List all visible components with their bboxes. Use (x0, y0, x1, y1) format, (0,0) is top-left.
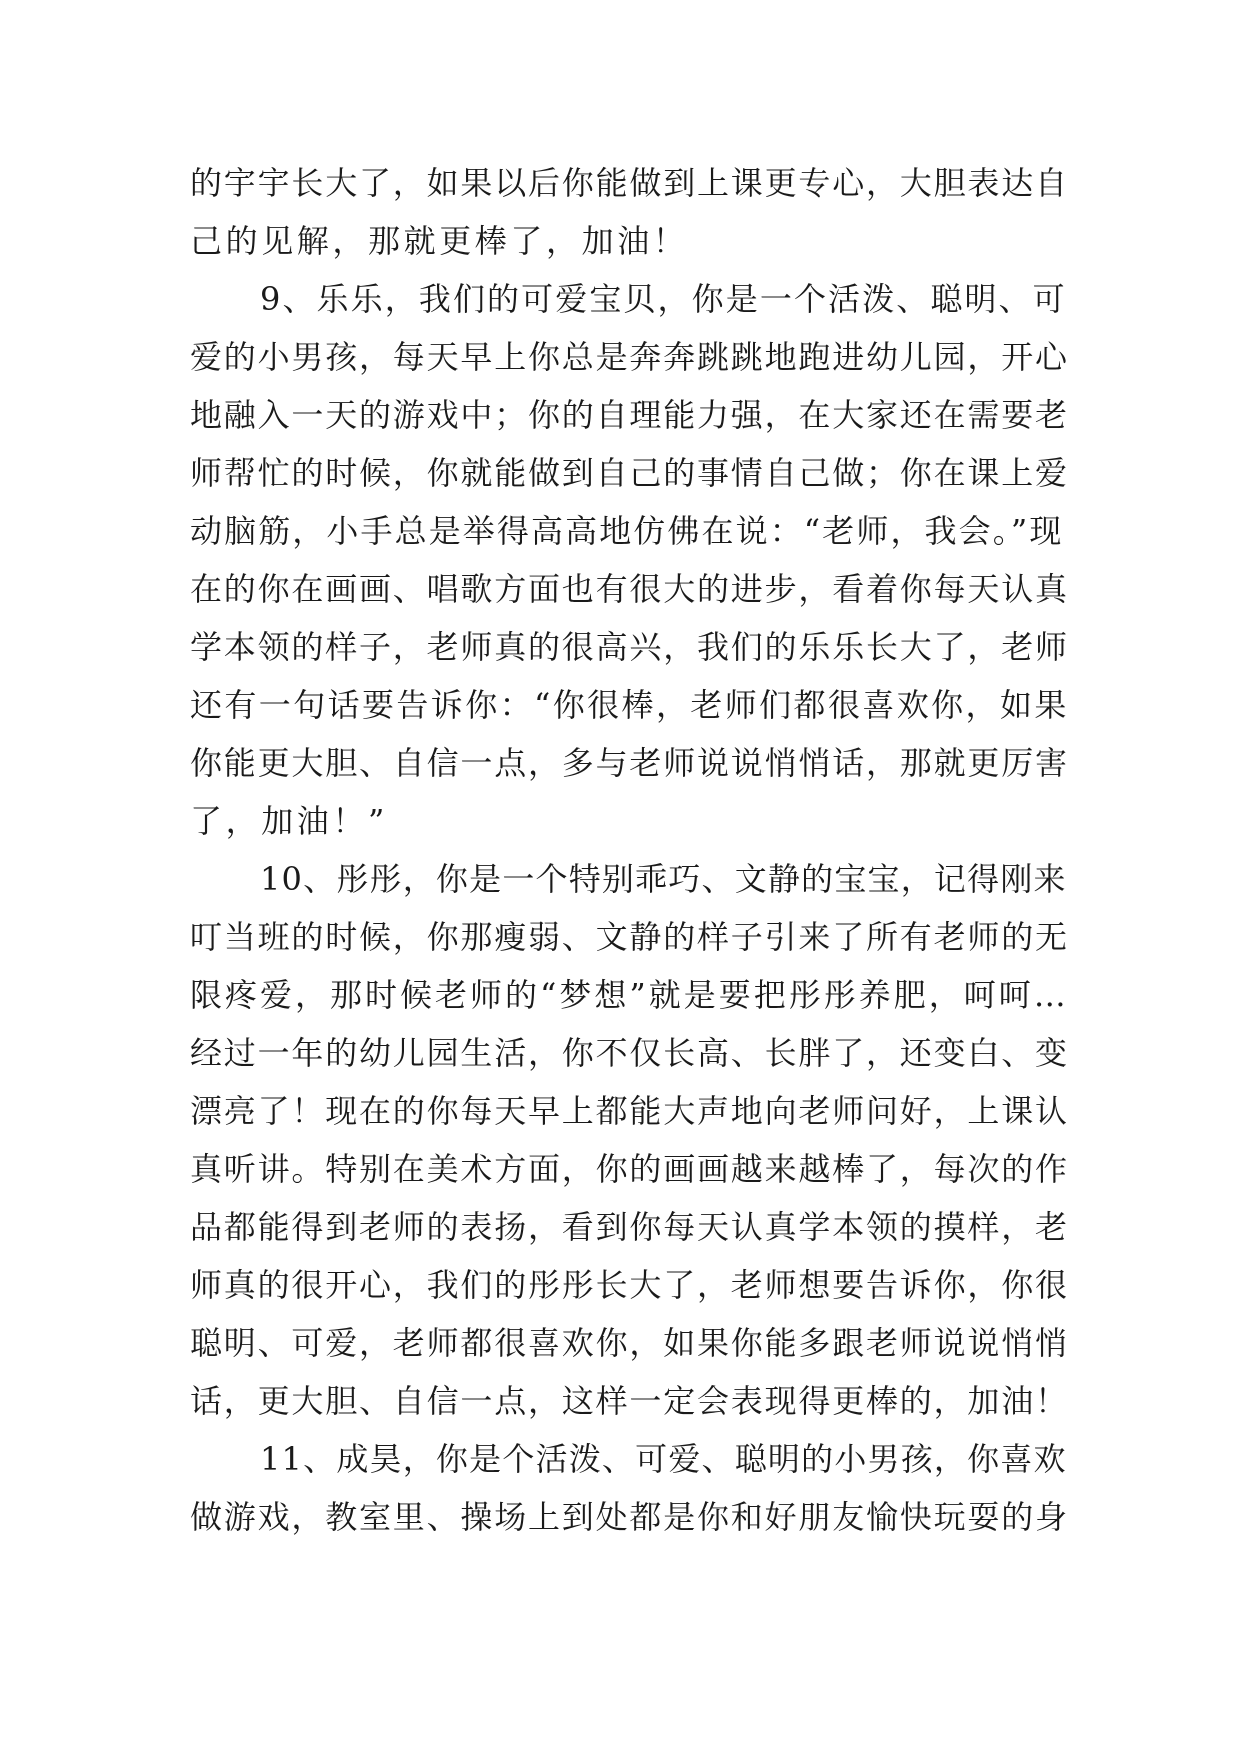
text-line: 限疼爱，那时候老师的“梦想”就是要把彤彤养肥，呵呵… (190, 976, 1069, 1014)
text-line: 聪明、可爱，老师都很喜欢你，如果你能多跟老师说说悄悄 (190, 1324, 1069, 1362)
text-line: 品都能得到老师的表扬，看到你每天认真学本领的摸样，老 (190, 1208, 1069, 1246)
text-line: 经过一年的幼儿园生活，你不仅长高、长胖了，还变白、变 (190, 1034, 1069, 1072)
text-line: 你能更大胆、自信一点，多与老师说说悄悄话，那就更厉害 (190, 744, 1069, 782)
text-line: 动脑筋，小手总是举得高高地仿佛在说：“老师，我会。”现 (190, 512, 1064, 550)
text-line: 还有一句话要告诉你：“你很棒，老师们都很喜欢你，如果 (190, 686, 1069, 724)
text-line: 叮当班的时候，你那瘦弱、文静的样子引来了所有老师的无 (190, 918, 1069, 956)
text-line: 了，加油！” (190, 802, 388, 840)
text-line: 做游戏，教室里、操场上到处都是你和好朋友愉快玩耍的身 (190, 1498, 1069, 1536)
paragraph-first-line: 9、乐乐，我们的可爱宝贝，你是一个活泼、聪明、可 (260, 280, 1067, 318)
paragraph-first-line: 11、成昊，你是个活泼、可爱、聪明的小男孩，你喜欢 (260, 1440, 1067, 1478)
text-line: 学本领的样子，老师真的很高兴，我们的乐乐长大了，老师 (190, 628, 1069, 666)
text-line: 己的见解，那就更棒了，加油！ (190, 222, 689, 260)
text-line: 漂亮了！现在的你每天早上都能大声地向老师问好，上课认 (190, 1092, 1069, 1130)
document-body (190, 154, 1070, 1546)
text-line: 话，更大胆、自信一点，这样一定会表现得更棒的，加油！ (190, 1382, 1069, 1420)
text-line: 的宇宇长大了，如果以后你能做到上课更专心，大胆表达自 (190, 164, 1069, 202)
text-line: 真听讲。特别在美术方面，你的画画越来越棒了，每次的作 (190, 1150, 1069, 1188)
text-line: 爱的小男孩，每天早上你总是奔奔跳跳地跑进幼儿园，开心 (190, 338, 1069, 376)
text-line: 师真的很开心，我们的彤彤长大了，老师想要告诉你，你很 (190, 1266, 1069, 1304)
text-line: 地融入一天的游戏中；你的自理能力强，在大家还在需要老 (190, 396, 1069, 434)
text-line: 在的你在画画、唱歌方面也有很大的进步，看着你每天认真 (190, 570, 1069, 608)
paragraph-first-line: 10、彤彤，你是一个特别乖巧、文静的宝宝，记得刚来 (260, 860, 1067, 898)
text-line: 师帮忙的时候，你就能做到自己的事情自己做；你在课上爱 (190, 454, 1069, 492)
